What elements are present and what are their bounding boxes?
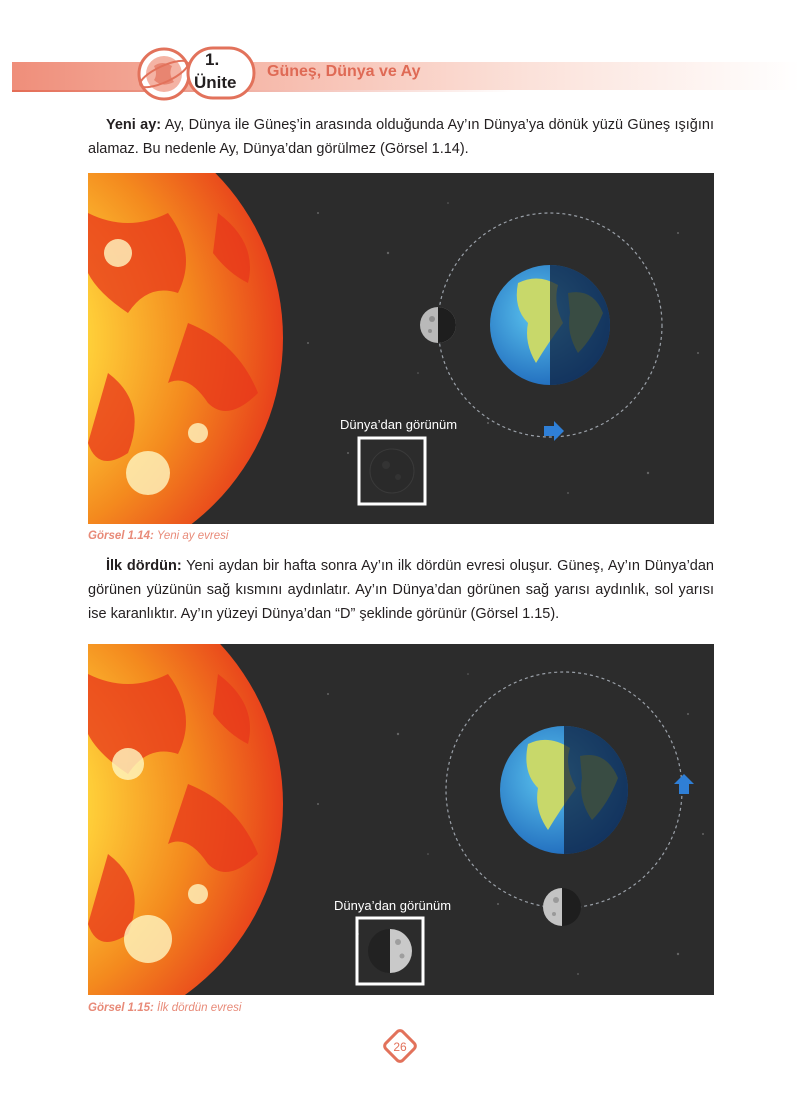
figure-caption-text: Yeni ay evresi — [153, 530, 229, 542]
figure-caption-ref: Görsel 1.14: — [88, 530, 154, 542]
moon-icon — [543, 888, 581, 926]
paragraph-first-quarter — [88, 554, 714, 626]
figure-caption — [88, 1002, 241, 1014]
chapter-title: Güneş, Dünya ve Ay — [267, 63, 421, 80]
unit-word: Ünite — [194, 73, 237, 92]
earth-view-label: Dünya’dan görünüm — [340, 417, 458, 432]
header-underline — [12, 90, 512, 92]
paragraph-new-moon — [88, 113, 714, 161]
figure-first-quarter-illustration — [88, 644, 714, 995]
unit-number: 1. — [205, 50, 220, 69]
figure-new-moon — [88, 173, 714, 524]
figure-caption-ref: Görsel 1.15: — [88, 1002, 154, 1014]
figure-new-moon-illustration — [88, 173, 714, 524]
figure-caption — [88, 530, 228, 542]
earth-view-moon-icon — [368, 929, 412, 973]
figure-caption-text: İlk dördün evresi — [153, 1002, 242, 1014]
term-first-quarter: İlk dördün: — [106, 558, 182, 574]
figure-first-quarter — [88, 644, 714, 995]
earth-view-label: Dünya’dan görünüm — [334, 898, 452, 913]
earth-view-moon-icon — [370, 449, 414, 493]
earth-icon — [490, 265, 610, 385]
paragraph-first-quarter-text: Yeni aydan bir hafta sonra Ay’ın ilk dördün evresi oluşur. Güneş, Ay’ın Dünya’dan görünen yüzünün sağ kısmını aydınlatır. Ay’ın Dünya’dan görünen sağ yarısı aydınlık, sol yarısı ise karanlıktır. Ay’ın yüzeyi Dünya’dan “D” şeklinde görünür (Görsel 1.15). — [88, 558, 714, 622]
page-number: 26 — [393, 1040, 407, 1054]
earth-icon — [500, 726, 628, 854]
term-new-moon: Yeni ay: — [106, 117, 162, 133]
moon-icon — [420, 307, 456, 343]
paragraph-new-moon-text: Ay, Dünya ile Güneş’in arasında olduğunda Ay’ın Dünya’ya dönük yüzü Güneş ışığını alamaz. Bu nedenle Ay, Dünya’dan görülmez (Görsel 1.14). — [88, 117, 714, 157]
